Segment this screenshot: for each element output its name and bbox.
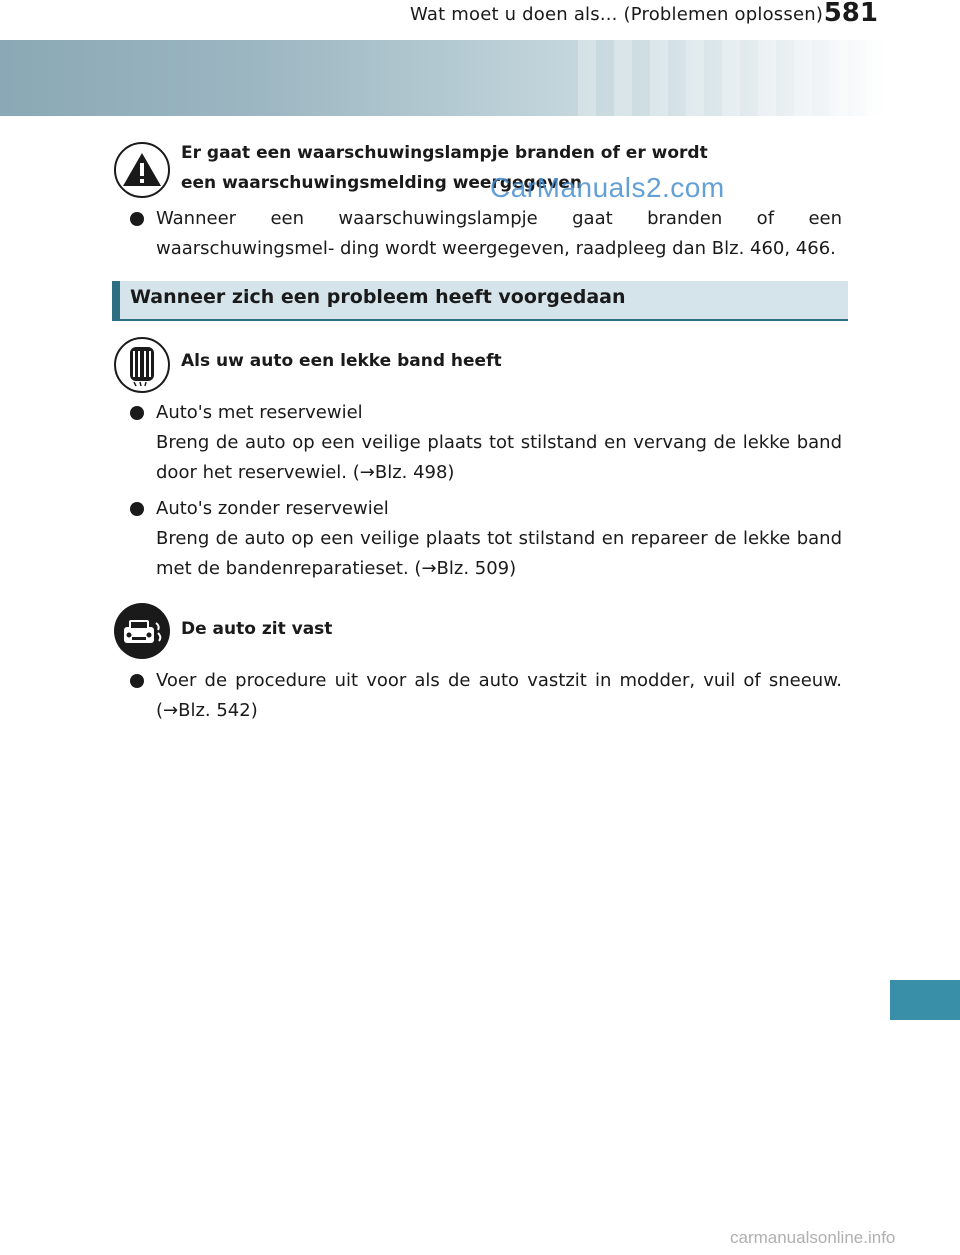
- chapter-tab: [890, 980, 960, 1020]
- stuck-heading: De auto zit vast: [181, 619, 333, 639]
- stuck-car-icon: [114, 603, 170, 659]
- flat-tire-bullet-1: [130, 398, 842, 488]
- bullet-icon: [130, 212, 144, 226]
- warning-heading-line2: een waarschuwingsmelding weergegeven: [181, 173, 582, 193]
- flat-tire-heading: Als uw auto een lekke band heeft: [181, 351, 502, 371]
- warning-heading-line1: Er gaat een waarschuwingslampje branden of er wordt: [181, 143, 708, 163]
- stuck-bullet-text: Voer de procedure uit voor als de auto vastzit in modder, vuil of sneeuw. (→Blz. 542): [156, 670, 842, 721]
- page-number: 581: [823, 0, 878, 28]
- section-heading-bar: [112, 281, 848, 321]
- watermark-top: CarManuals2.com: [490, 172, 725, 203]
- page-header: [0, 0, 960, 36]
- warning-bullet-text: Wanneer een waarschuwingslampje gaat branden of een waarschuwingsmel- ding wordt weergegeven, raadpleeg dan Blz. 460, 466.: [156, 208, 842, 259]
- bullet-1-title: Auto's met reservewiel: [156, 402, 363, 423]
- section-title: Wanneer zich een probleem heeft voorgedaan: [130, 286, 626, 308]
- warning-icon: [114, 142, 170, 198]
- stuck-bullet: [130, 666, 842, 726]
- bullet-2-text: Breng de auto op een veilige plaats tot stilstand en repareer de lekke band met de bandenreparatieset. (→Blz. 509): [156, 528, 842, 579]
- watermark-bottom: carmanualsonline.info: [730, 1228, 896, 1247]
- bullet-icon: [130, 674, 144, 688]
- header-banner-stripes: [560, 40, 885, 116]
- section-bar-accent: [112, 281, 120, 319]
- bullet-1-text: Breng de auto op een veilige plaats tot stilstand en vervang de lekke band door het reservewiel. (→Blz. 498): [156, 432, 842, 483]
- bullet-2-title: Auto's zonder reservewiel: [156, 498, 389, 519]
- bullet-icon: [130, 406, 144, 420]
- warning-bullet: [130, 204, 842, 264]
- tire-icon: [114, 337, 170, 393]
- flat-tire-bullet-2: [130, 494, 842, 584]
- header-title: Wat moet u doen als... (Problemen oplossen): [410, 4, 824, 25]
- bullet-icon: [130, 502, 144, 516]
